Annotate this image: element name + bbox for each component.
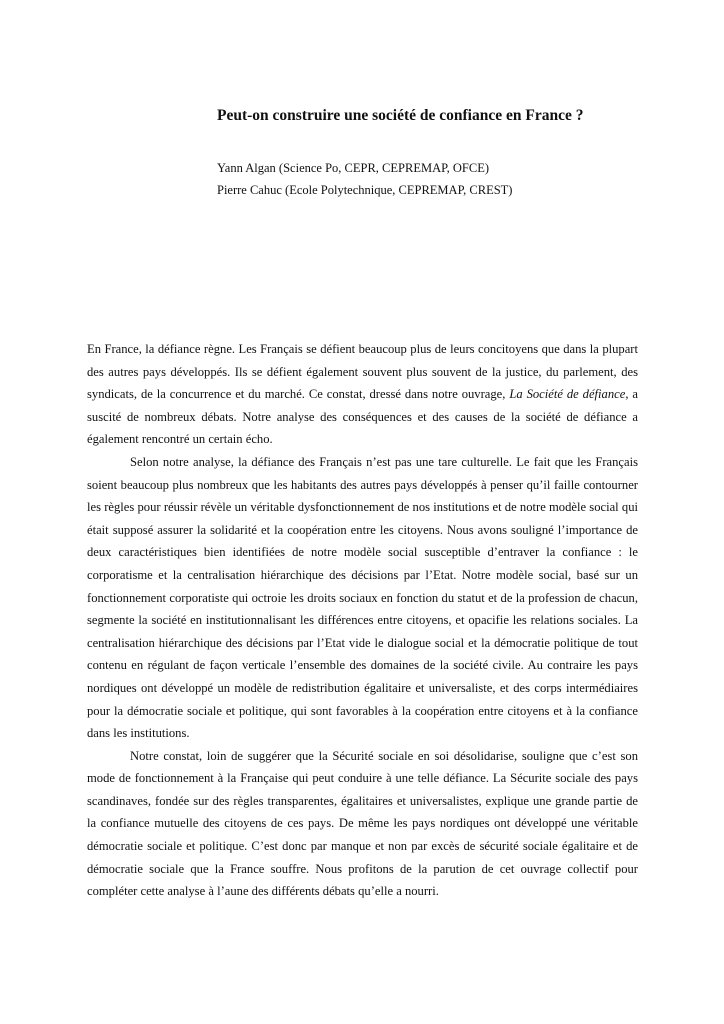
paragraph: [87, 338, 638, 451]
paragraph: Notre constat, loin de suggérer que la Sécurité sociale en soi désolidarise, souligne que c’est son mode de fonctionnement à la Française qui peut conduire à une telle défiance. La Sécurite sociale des pays scandinaves, fondée sur des règles transparentes, égalitaires et universalistes, explique une grande partie de la confiance mutuelle des citoyens de ces pays. De même les pays nordiques ont développé une véritable démocratie sociale et politique. C’est donc par manque et non par excès de sécurité sociale égalitaire et de démocratie sociale que la France souffre. Nous profitons de la parution de cet ouvrage collectif pour compléter cette analyse à l’aune des différents débats qu’elle a nourri.: [87, 748, 638, 899]
author-line: Pierre Cahuc (Ecole Polytechnique, CEPREMAP, CREST): [217, 183, 513, 197]
author-list: [217, 157, 697, 201]
book-title-italic: La Société de défiance: [509, 387, 626, 402]
paper-title: Peut-on construire une société de confiance en France ?: [217, 107, 584, 124]
author-line: Yann Algan (Science Po, CEPR, CEPREMAP, OFCE): [217, 161, 490, 175]
paragraph-text: , a suscité de nombreux débats. Notre analyse des conséquences et des causes de la société de défiance a également rencontré un certain écho.: [87, 387, 639, 447]
paragraph-text: En France, la défiance règne. Les Français se défient beaucoup plus de leurs concitoyens que dans la plupart des autres pays développés. Ils se défient également souvent plus souvent de la justice, du parlement, des syndicats, de la concurrence et du marché. Ce constat, dressé dans notre ouvrage,: [87, 342, 638, 402]
paragraph: Selon notre analyse, la défiance des Français n’est pas une tare culturelle. Le fait que les Français soient beaucoup plus nombreux que les habitants des autres pays développés à penser qu’il faille contourner les règles pour réussir révèle un véritable dysfonctionnement de nos institutions et de notre modèle social qui était supposé assurer la solidarité et la coopération entre les citoyens. Nous avons souligné l’importance de deux caractéristiques bien identifiées de notre modèle social susceptible d’entraver la confiance : le corporatisme et la centralisation hiérarchique des décisions par l’Etat. Notre modèle social, basé sur un fonctionnement corporatiste qui octroie les droits sociaux en fonction du statut et de la profession de chacun, segmente la société en institutionnalisant les différences entre citoyens, et opacifie les relations sociales. La centralisation hiérarchique des décisions par l’Etat vide le dialogue social et la démocratie politique de tout contenu en régulant de façon verticale l’ensemble des domaines de la société civile. Au contraire les pays nordiques ont développé un modèle de redistribution égalitaire et universaliste, et des corps intermédiaires pour la démocratie sociale et politique, qui sont favorables à la coopération entre citoyens et à la confiance dans les institutions.: [87, 454, 638, 741]
body-text: [87, 338, 638, 903]
